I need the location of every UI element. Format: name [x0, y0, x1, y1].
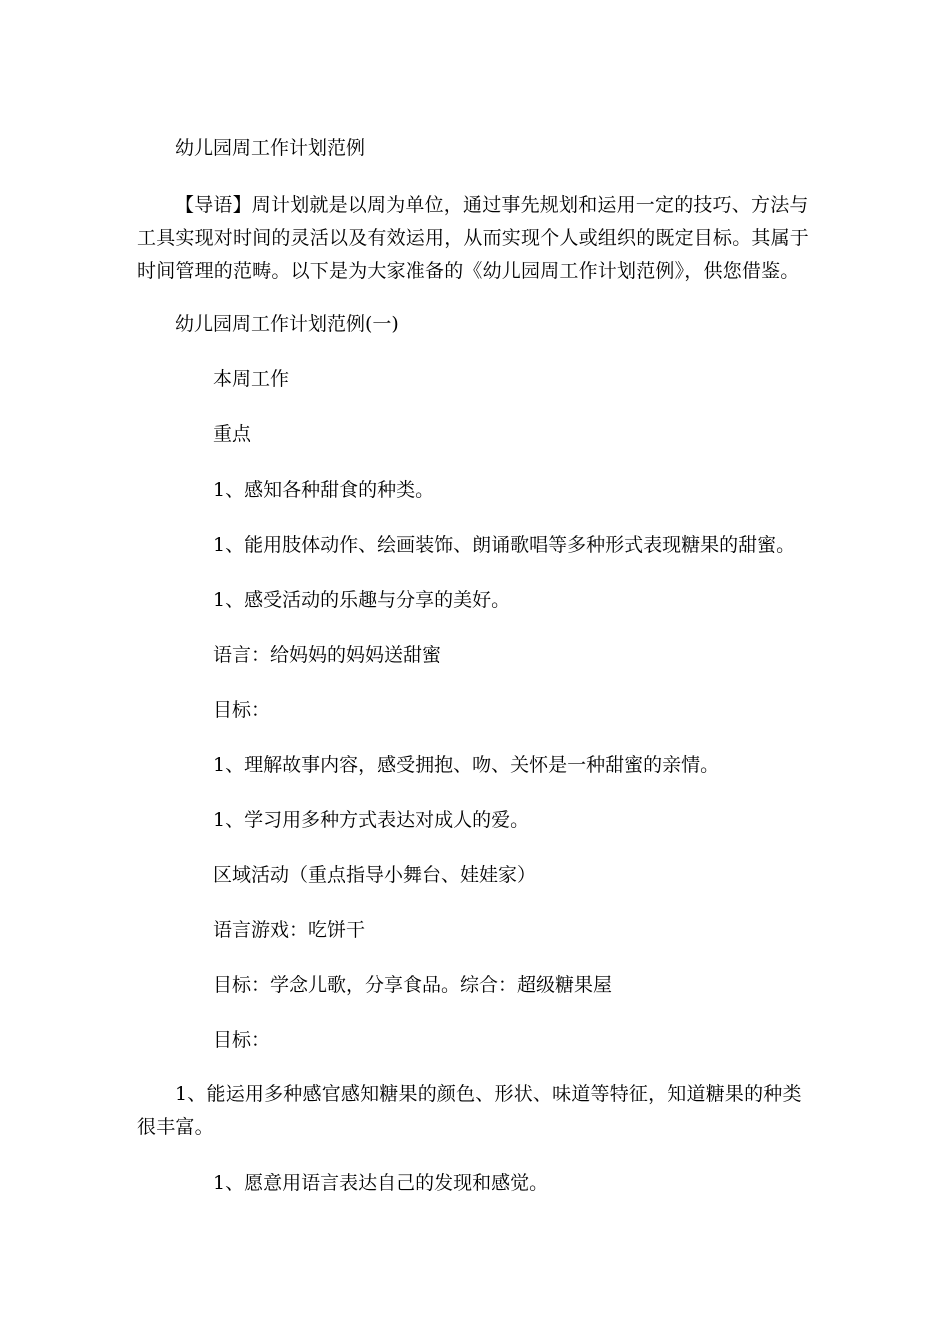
list-item: 1、感受活动的乐趣与分享的美好。	[213, 589, 511, 611]
senses-paragraph: 1、能运用多种感官感知糖果的颜色、形状、味道等特征，知道糖果的种类很丰富。	[137, 1083, 802, 1138]
text-line: 本周工作	[213, 368, 290, 390]
text-line: 目标：	[213, 1029, 271, 1051]
list-item: 1、理解故事内容，感受拥抱、吻、关怀是一种甜蜜的亲情。	[213, 754, 720, 776]
intro-paragraph: 【导语】周计划就是以周为单位，通过事先规划和运用一定的技巧、方法与工具实现对时间的灵活以及有效运用，从而实现个人或组织的既定目标。其属于时间管理的范畴。以下是为大家准备的《幼儿园周工作计划范例》，供您借鉴。	[137, 194, 810, 282]
text-line: 语言游戏：吃饼干	[213, 919, 366, 941]
text-line: 目标：	[213, 699, 271, 721]
text-line: 目标：学念儿歌，分享食品。综合：超级糖果屋	[213, 974, 613, 996]
text-line: 语言：给妈妈的妈妈送甜蜜	[213, 644, 442, 666]
text-line: 重点	[213, 423, 252, 445]
list-item: 1、学习用多种方式表达对成人的爱。	[213, 809, 530, 831]
list-item: 1、能用肢体动作、绘画装饰、朗诵歌唱等多种形式表现糖果的甜蜜。	[213, 534, 796, 556]
list-item: 1、愿意用语言表达自己的发现和感觉。	[213, 1172, 549, 1194]
text-line: 区域活动（重点指导小舞台、娃娃家）	[213, 864, 537, 886]
section-heading: 幼儿园周工作计划范例(一)	[175, 313, 399, 335]
list-item: 1、感知各种甜食的种类。	[213, 479, 435, 501]
document-title: 幼儿园周工作计划范例	[175, 137, 366, 159]
